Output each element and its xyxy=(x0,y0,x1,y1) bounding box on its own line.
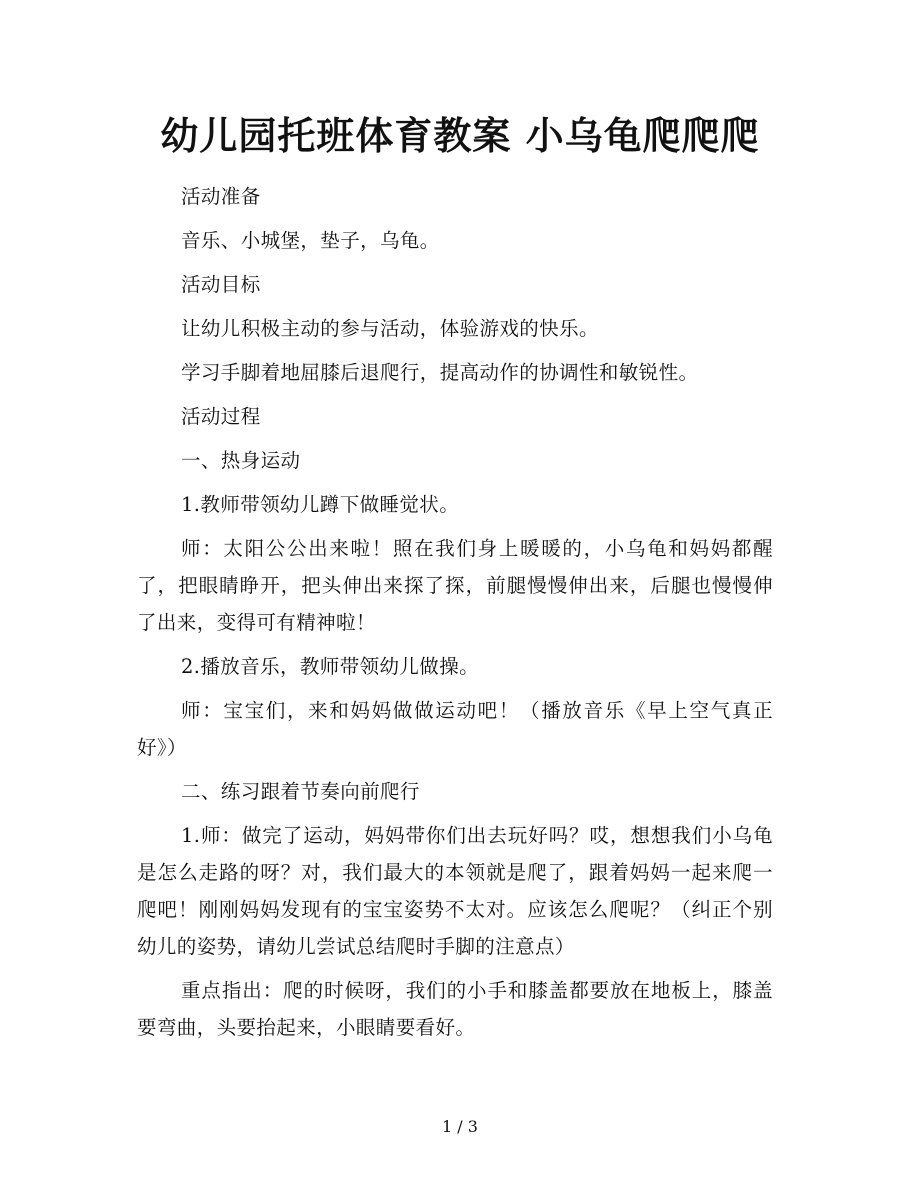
page-number: 1 / 3 xyxy=(442,1117,478,1136)
paragraph-process-heading: 活动过程 xyxy=(181,405,261,428)
paragraph-key-points: 重点指出：爬的时候呀，我们的小手和膝盖都要放在地板上，膝盖要弯曲，头要抬起来，小眼睛要看好。 xyxy=(137,979,773,1039)
paragraph-warmup-step-2: 2.播放音乐，教师带领幼儿做操。 xyxy=(181,655,480,678)
paragraph-teacher-speech-2: 师：宝宝们，来和妈妈做做运动吧！（播放音乐《早上空气真正好》） xyxy=(137,699,773,759)
document-title: 幼儿园托班体育教案 小乌龟爬爬爬 xyxy=(160,114,760,158)
paragraph-crawl-heading: 二、练习跟着节奏向前爬行 xyxy=(181,780,420,803)
paragraph-goal-2: 学习手脚着地屈膝后退爬行，提高动作的协调性和敏锐性。 xyxy=(181,361,699,384)
paragraph-warmup-heading: 一、热身运动 xyxy=(181,449,301,472)
paragraph-crawl-step-1: 1.师：做完了运动，妈妈带你们出去玩好吗？哎，想想我们小乌龟是怎么走路的呀？对，我们最大的本领就是爬了，跟着妈妈一起来爬一爬吧！刚刚妈妈发现有的宝宝姿势不太对。应该怎么爬呢？（纠正个别幼儿的姿势，请幼儿尝试总结爬时手脚的注意点） xyxy=(137,824,773,958)
paragraph-teacher-speech-1: 师：太阳公公出来啦！照在我们身上暖暖的，小乌龟和妈妈都醒了，把眼睛睁开，把头伸出来探了探，前腿慢慢伸出来，后腿也慢慢伸了出来，变得可有精神啦！ xyxy=(137,537,773,634)
document-body xyxy=(137,178,773,1046)
paragraph-materials: 音乐、小城堡，垫子，乌龟。 xyxy=(181,229,440,252)
paragraph-goal-1: 让幼儿积极主动的参与活动，体验游戏的快乐。 xyxy=(181,317,599,340)
paragraph-warmup-step-1: 1.教师带领幼儿蹲下做睡觉状。 xyxy=(181,493,460,516)
paragraph-goals-heading: 活动目标 xyxy=(181,273,261,296)
paragraph-preparation-heading: 活动准备 xyxy=(181,185,261,208)
